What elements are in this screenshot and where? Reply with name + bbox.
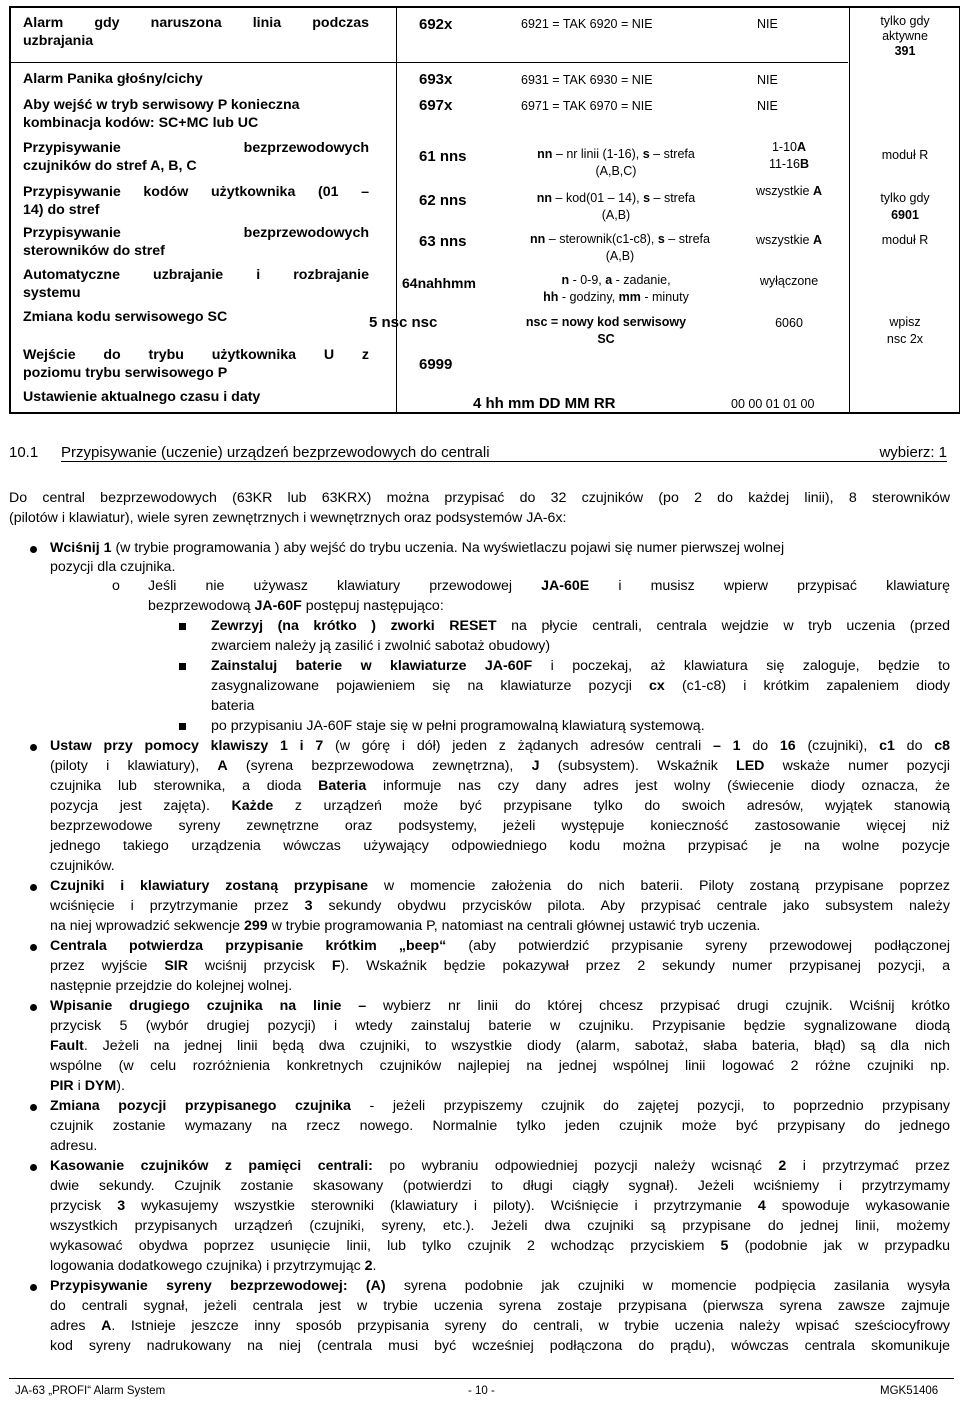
table-divider bbox=[396, 8, 397, 412]
table-row: Przypisywanie kodów użytkownika (01 – 14) do stref bbox=[23, 184, 369, 218]
section-choose: wybierz: 1 bbox=[879, 444, 947, 461]
bullet-icon bbox=[30, 944, 37, 951]
table-row: Alarm Panika głośny/cichy bbox=[23, 71, 203, 87]
square-bullet-icon bbox=[179, 663, 186, 670]
paragraph: Jeśli nie używasz klawiatury przewodowej JA-60E i musisz wpierw przypisać klawiaturę bbox=[148, 578, 950, 594]
table-divider bbox=[849, 8, 850, 412]
table-row: Aby wejść w tryb serwisowy P konieczna kombinacja kodów: SC+MC lub UC bbox=[23, 97, 300, 131]
settings-table: Alarm gdy naruszona linia podczas uzbrajania 692x 6921 = TAK 6920 = NIE NIE tylko gdy aktywne 391 Alarm Panika głośny/cichy 693x 6931 = TAK 6930 = NIE NIE Aby wejść w tryb serwisowy P konieczna kombinacja kodów: SC+MC lub UC 697x 6971 = TAK 6970 = NIE NIE Przypisywanie bezprzewodowych czujników do stref A, B, C 61 nns nn – nr linii (1-16), s – strefa (A,B,C) 1-10A 11-16B moduł R Przypisywanie kodów użytkownika (01 – 14) do stref 62 nns nn – kod(01 – 14), s – strefa (A,B) wszystkie A tylko gdy 6901 Przypisywanie bezprzewodowych sterowników do stref 63 nns nn – sterownik(c1-c8), s – strefa (A,B) wszystkie A moduł R Automatyczne uzbrajanie i rozbrajanie systemu 64nahhmm n - 0-9, a - zadanie, hh - godziny, mm - minuty wyłączone Zmiana kodu serwisowego SC 5 nsc nsc nsc = nowy kod serwisowy SC 6060 wpisz nsc 2x Wejście do trybu użytkownika U z poziomu trybu serwisowego P 6999 Ustawienie aktualnego czasu i daty 4 hh mm DD MM RR 00 00 01 01 00 bbox=[9, 6, 960, 414]
footer-left: JA-63 „PROFI“ Alarm System bbox=[15, 1385, 166, 1397]
paragraph: Kasowanie czujników z pamięci centrali: po wybraniu odpowiedniej pozycji należy wcisnąć 2 i przytrzymać przez bbox=[50, 1158, 950, 1174]
table-row: Alarm gdy naruszona linia podczas uzbrajania bbox=[23, 15, 369, 49]
bullet-icon bbox=[30, 1164, 37, 1171]
paragraph: Wpisanie drugiego czujnika na linie – wybierz nr linii do której chcesz przypisać drugi czujnik. Wciśnij krótko bbox=[50, 998, 951, 1014]
page-number: - 10 - bbox=[468, 1385, 495, 1397]
bullet-icon bbox=[30, 1004, 37, 1011]
table-row: Automatyczne uzbrajanie i rozbrajanie systemu bbox=[23, 267, 369, 301]
paragraph: Czujniki i klawiatury zostaną przypisane w momencie założenia do nich baterii. Piloty zostaną przypisane poprzez bbox=[50, 878, 950, 894]
square-bullet-icon bbox=[179, 723, 186, 730]
paragraph: Zainstaluj baterie w klawiaturze JA-60F i poczekaj, aż klawiatura się zaloguje, będzie to bbox=[211, 658, 951, 674]
bullet-icon bbox=[30, 546, 37, 553]
section-title: Przypisywanie (uczenie) urządzeń bezprzewodowych do centrali bbox=[61, 444, 490, 461]
paragraph: po przypisaniu JA-60F staje się w pełni programowalną klawiaturą systemową. bbox=[211, 718, 705, 734]
table-row: Zmiana kodu serwisowego SC bbox=[23, 309, 228, 325]
intro-line: Do central bezprzewodowych (63KR lub 63KRX) można przypisać do 32 czujników (po 2 do każdej linii), 8 sterowników bbox=[9, 490, 950, 506]
paragraph: Ustaw przy pomocy klawiszy 1 i 7 (w górę i dół) jeden z żądanych adresów centrali – 1 do 16 (czujniki), c1 do c8 bbox=[50, 738, 951, 754]
bullet-icon bbox=[30, 884, 37, 891]
bullet-icon bbox=[30, 744, 37, 751]
square-bullet-icon bbox=[179, 623, 186, 630]
table-row: Wejście do trybu użytkownika U z poziomu trybu serwisowego P bbox=[23, 347, 369, 381]
table-divider bbox=[11, 62, 848, 63]
bullet-icon bbox=[30, 1104, 37, 1111]
circle-bullet-icon: o bbox=[112, 578, 120, 594]
table-row: Przypisywanie bezprzewodowych sterowników do stref bbox=[23, 225, 369, 259]
section-heading: 10.1 bbox=[9, 444, 39, 461]
paragraph: Wciśnij 1 (w trybie programowania ) aby wejść do trybu uczenia. Na wyświetlaczu pojawi się numer pierwszej wolnej bbox=[50, 540, 785, 556]
paragraph: Centrala potwierdza przypisanie krótkim „beep“ (aby potwierdzić przypisanie syreny przewodowej podłączonej bbox=[50, 938, 950, 954]
table-row: Przypisywanie bezprzewodowych czujników do stref A, B, C bbox=[23, 140, 369, 174]
bullet-icon bbox=[30, 1284, 37, 1291]
intro-line: (pilotów i klawiatur), wiele syren zewnętrznych i wewnętrznych oraz podsystemów JA-6x: bbox=[9, 510, 567, 526]
paragraph: Zmiana pozycji przypisanego czujnika - jeżeli przypiszemy czujnik do zajętej pozycji, to poprzednio przypisany bbox=[50, 1098, 950, 1114]
footer-right: MGK51406 bbox=[880, 1385, 939, 1397]
paragraph: Przypisywanie syreny bezprzewodowej: (A) syrena podobnie jak czujniki w momencie podpięcia zasilania wysyła bbox=[50, 1278, 950, 1294]
paragraph: Zewrzyj (na krótko ) zworki RESET na płycie centrali, centrala wejdzie w tryb uczenia (przed bbox=[211, 618, 950, 634]
footer-divider bbox=[9, 1378, 954, 1379]
table-row: Ustawienie aktualnego czasu i daty bbox=[23, 389, 261, 405]
